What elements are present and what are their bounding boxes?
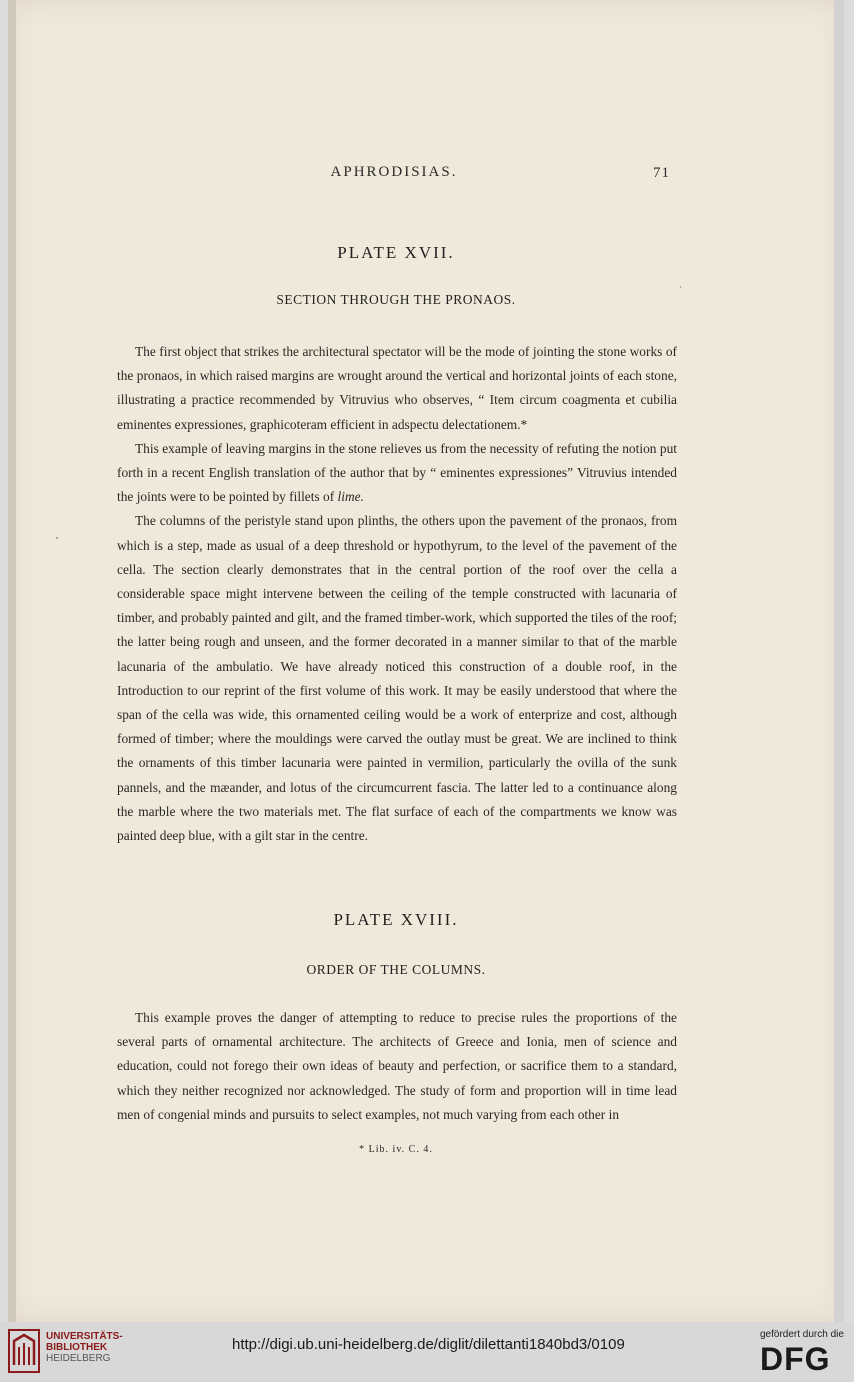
library-name-line: BIBLIOTHEK (46, 1342, 108, 1353)
dfg-logo-text: DFG (760, 1343, 831, 1373)
footnote: * Lib. iv. C. 4. (359, 1144, 433, 1155)
running-header (108, 164, 680, 188)
plate-18-title: PLATE XVIII. (333, 910, 459, 929)
footer-bar (0, 1322, 854, 1382)
paragraph: This example proves the danger of attempting to reduce to precise rules the proportions of the several parts of ornamental architecture. The architects of Greece and Ionia, men of science and education, could not forego their own ideas of beauty and perfection, or sacrifice them to a standard, which they neither recognized nor acknowledged. The study of form and proportion will in time lead men of congenial minds and pursuits to select examples, not much varying from each other in (117, 1010, 677, 1122)
university-library-logo-icon[interactable] (8, 1329, 40, 1373)
plate-17-title: PLATE XVII. (337, 243, 455, 262)
paragraph (117, 437, 677, 510)
paper-speck (680, 286, 681, 288)
plate-18-body (117, 1006, 677, 1127)
dfg-logo-icon[interactable] (760, 1343, 844, 1373)
library-name-line: UNIVERSITÄTS- (46, 1331, 123, 1342)
italic-word: lime. (337, 489, 364, 505)
running-title: APHRODISIAS. (330, 164, 458, 180)
paper-speck (56, 537, 58, 539)
paragraph: The first object that strikes the architectural spectator will be the mode of jointing the stone works of the pronaos, in which raised margins are wrought around the vertical and horizontal joints of each stone, illustrating a practice recommended by Vitruvius who observes, “ Item circum coagmenta et cubilia eminentes expressiones, graphicoteram efficient in adspectu delectationem.* (117, 344, 677, 432)
page-number: 71 (653, 165, 670, 181)
plate-18-subtitle: ORDER OF THE COLUMNS. (306, 962, 486, 977)
paragraph-text: This example of leaving margins in the stone relieves us from the necessity of refuting the notion put forth in a recent English translation of the author that by “ eminentes expressiones” Vitruvius intended the joints were to be pointed by fillets of (117, 440, 677, 505)
plate-17-subtitle: SECTION THROUGH THE PRONAOS. (276, 292, 516, 307)
paragraph: The columns of the peristyle stand upon plinths, the others upon the pavement of the pronaos, from which is a step, made as usual of a deep threshold or hypothyrum, to the level of the pavement of the cella. The section clearly demonstrates that in the central portion of the roof over the cella a considerable space might intervene between the ceiling of the temple constructed with lacunaria of timber, and probably painted and gilt, and the framed timber-work, which supported the tiles of the roof; the latter being rough and unseen, and the former decorated in a manner similar to that of the marble lacunaria of the ambulatio. We have already noticed this construction of a double roof, in the Introduction to our reprint of the first volume of this work. It may be easily understood that where the span of the cella was wide, this ornamented ceiling would be a work of enterprize and cost, although formed of timber; where the mouldings were carved the outlay must be great. We are inclined to think the ornaments of this timber lacunaria were painted in vermilion, particularly the ovilla of the sunk pannels, and the mæander, and lotus of the circumcurrent fascia. The latter led to a continuance along the marble where the two materials met. The flat surface of each of the compartments we know was painted deep blue, with a gilt star in the centre. (117, 513, 677, 844)
funding-caption: gefördert durch die (760, 1329, 844, 1340)
page-binding-edge (8, 0, 16, 1322)
library-name-line: HEIDELBERG (46, 1353, 111, 1364)
plate-17-body (117, 340, 677, 848)
page-right-margin (834, 0, 844, 1322)
library-name[interactable] (46, 1331, 123, 1364)
permalink-url[interactable]: http://digi.ub.uni-heidelberg.de/diglit/dilettanti1840bd3/0109 (232, 1336, 625, 1353)
